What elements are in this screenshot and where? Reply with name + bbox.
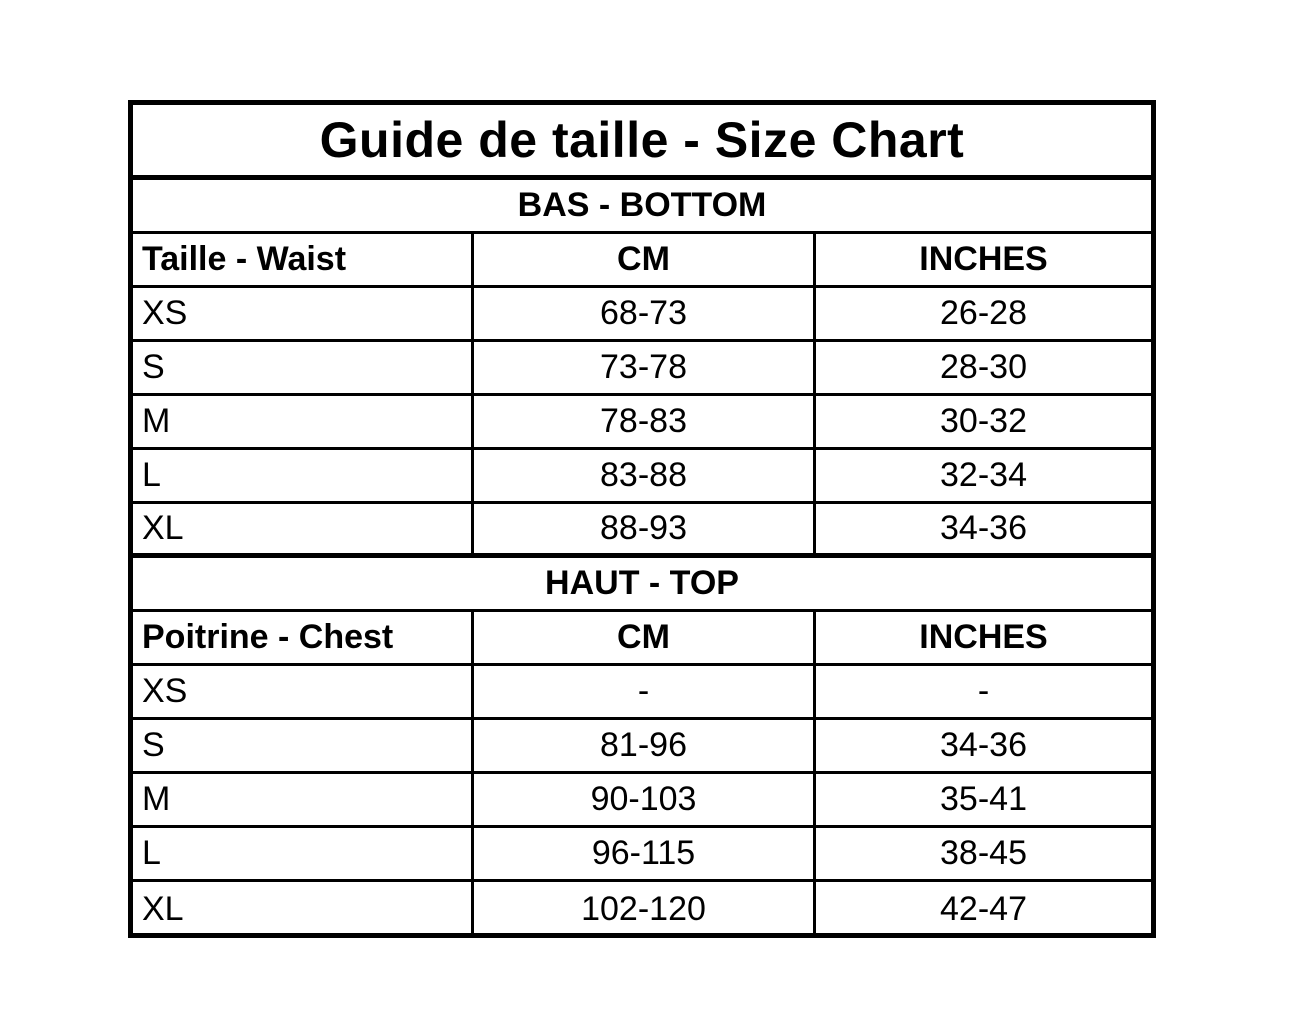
inches-cell: 38-45 (940, 834, 1027, 872)
bottom-header-row (133, 234, 1151, 288)
cm-cell: - (474, 666, 816, 717)
bottom-header-cm: CM (474, 234, 816, 285)
top-section-title: HAUT - TOP (545, 564, 739, 602)
cm-cell: 68-73 (474, 288, 816, 339)
table-row (133, 450, 1151, 504)
bottom-header-size: Taille - Waist (133, 234, 474, 285)
inches-cell: 34-36 (940, 509, 1027, 547)
bottom-section-title: BAS - BOTTOM (517, 186, 767, 224)
size-cell: L (133, 450, 474, 501)
size-cell: S (133, 342, 474, 393)
size-cell: XS (133, 288, 474, 339)
cm-cell: 88-93 (474, 504, 816, 553)
bottom-section-row (133, 180, 1151, 234)
top-header-cm: CM (474, 612, 816, 663)
inches-cell: - (977, 672, 990, 710)
size-cell: S (133, 720, 474, 771)
size-cell: L (133, 828, 474, 879)
chart-title: Guide de taille - Size Chart (319, 112, 965, 168)
table-row (133, 666, 1151, 720)
bottom-header-inches: INCHES (919, 240, 1048, 278)
inches-cell: 32-34 (940, 456, 1027, 494)
size-cell: M (133, 774, 474, 825)
cm-cell: 83-88 (474, 450, 816, 501)
inches-cell: 30-32 (940, 402, 1027, 440)
top-header-row (133, 612, 1151, 666)
size-chart-table (128, 100, 1156, 938)
size-cell: XL (133, 882, 474, 936)
table-row (133, 774, 1151, 828)
cm-cell: 78-83 (474, 396, 816, 447)
table-row (133, 288, 1151, 342)
size-cell: XS (133, 666, 474, 717)
inches-cell: 26-28 (940, 294, 1027, 332)
inches-cell: 28-30 (940, 348, 1027, 386)
title-row (133, 105, 1151, 180)
inches-cell: 35-41 (940, 780, 1027, 818)
table-row (133, 828, 1151, 882)
size-cell: M (133, 396, 474, 447)
cm-cell: 81-96 (474, 720, 816, 771)
table-row (133, 504, 1151, 558)
top-section-row (133, 558, 1151, 612)
cm-cell: 102-120 (474, 882, 816, 936)
table-row (133, 396, 1151, 450)
top-header-size: Poitrine - Chest (133, 612, 474, 663)
size-cell: XL (133, 504, 474, 553)
inches-cell: 42-47 (940, 889, 1027, 928)
table-row (133, 342, 1151, 396)
table-row (133, 882, 1151, 936)
cm-cell: 96-115 (474, 828, 816, 879)
table-row (133, 720, 1151, 774)
top-header-inches: INCHES (919, 618, 1048, 656)
inches-cell: 34-36 (940, 726, 1027, 764)
cm-cell: 73-78 (474, 342, 816, 393)
cm-cell: 90-103 (474, 774, 816, 825)
